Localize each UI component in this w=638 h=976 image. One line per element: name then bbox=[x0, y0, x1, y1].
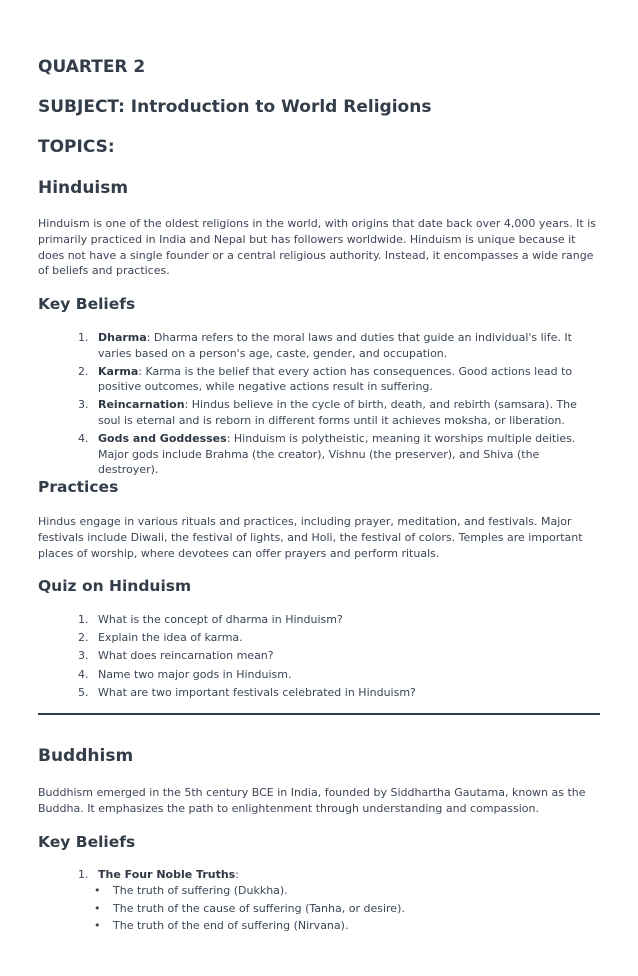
quiz-item bbox=[78, 667, 602, 683]
list-number: 3. bbox=[78, 398, 89, 412]
belief-text: : bbox=[235, 868, 239, 881]
quiz-item bbox=[78, 630, 602, 646]
list-item bbox=[78, 364, 602, 395]
list-number: 3. bbox=[78, 649, 89, 663]
belief-text: : Dharma refers to the moral laws and duties that guide an individual's life. It varies based on a person's age, caste, gender, and occupation. bbox=[98, 331, 572, 360]
buddhism-key-beliefs-heading: Key Beliefs bbox=[38, 833, 136, 851]
topics-heading: TOPICS: bbox=[38, 137, 115, 157]
quiz-item bbox=[78, 612, 602, 628]
bullet-icon: • bbox=[94, 901, 101, 915]
bullet-icon: • bbox=[94, 919, 101, 932]
belief-term: Karma bbox=[98, 364, 139, 378]
quarter-heading: QUARTER 2 bbox=[38, 57, 146, 77]
noble-truth-text: The truth of the end of suffering (Nirvana). bbox=[113, 919, 349, 932]
belief-text: : Karma is the belief that every action has consequences. Good actions lead to positive outcomes, while negative actions result in suffering. bbox=[98, 364, 573, 394]
quiz-item bbox=[78, 685, 602, 701]
list-item bbox=[78, 397, 602, 428]
belief-text: : Hindus believe in the cycle of birth, death, and rebirth (samsara). The soul is eternal and is reborn in different forms until it achieves moksha, or liberation. bbox=[98, 398, 577, 427]
belief-term: The Four Noble Truths bbox=[98, 868, 236, 881]
belief-term: Dharma bbox=[98, 331, 147, 344]
belief-term: Reincarnation bbox=[98, 398, 185, 412]
hinduism-heading: Hinduism bbox=[38, 178, 129, 198]
noble-truths-list bbox=[92, 883, 552, 936]
subject-heading: SUBJECT: Introduction to World Religions bbox=[38, 97, 432, 117]
noble-truth-text: The truth of the cause of suffering (Tanha, or desire). bbox=[113, 901, 405, 915]
quiz-question: Explain the idea of karma. bbox=[98, 631, 243, 645]
list-number: 2. bbox=[78, 631, 89, 645]
list-number: 1. bbox=[78, 613, 89, 626]
list-item bbox=[92, 883, 552, 899]
hinduism-practices-text: Hindus engage in various rituals and practices, including prayer, meditation, and festivals. Major festivals include Diwali, the festival of lights, and Holi, the festival of colors. Temples are important places of worship, where devotees can offer prayers and perform rituals. bbox=[38, 515, 583, 560]
quiz-question: Name two major gods in Hinduism. bbox=[98, 667, 292, 681]
list-number: 5. bbox=[78, 685, 89, 699]
list-item bbox=[92, 901, 552, 917]
list-number: 4. bbox=[78, 432, 89, 446]
list-item bbox=[78, 431, 602, 478]
section-divider bbox=[38, 713, 600, 715]
belief-term: Gods and Goddesses bbox=[98, 432, 227, 446]
hinduism-key-beliefs-heading: Key Beliefs bbox=[38, 295, 136, 313]
list-number: 4. bbox=[78, 667, 89, 681]
quiz-question: What is the concept of dharma in Hinduism? bbox=[98, 613, 343, 626]
quiz-question: What are two important festivals celebrated in Hinduism? bbox=[98, 685, 416, 699]
hinduism-practices-heading: Practices bbox=[38, 478, 119, 496]
quiz-question: What does reincarnation mean? bbox=[98, 649, 274, 663]
quiz-item bbox=[78, 648, 602, 664]
list-item bbox=[78, 867, 602, 883]
list-number: 1. bbox=[78, 868, 89, 881]
buddhism-key-beliefs-list bbox=[78, 867, 602, 883]
buddhism-intro: Buddhism emerged in the 5th century BCE in India, founded by Siddhartha Gautama, known as the Buddha. It emphasizes the path to enlightenment through understanding and compassion. bbox=[38, 786, 586, 815]
hinduism-quiz-heading: Quiz on Hinduism bbox=[38, 577, 192, 595]
list-item bbox=[78, 330, 602, 361]
hinduism-intro: Hinduism is one of the oldest religions in the world, with origins that date back over 4,000 years. It is primarily practiced in India and Nepal but has followers worldwide. Hinduism is unique because it does not have a single founder or a central religious authority. Instead, it encompasses a wide range of beliefs and practices. bbox=[38, 217, 596, 278]
noble-truth-text: The truth of suffering (Dukkha). bbox=[113, 884, 288, 897]
hinduism-quiz-list bbox=[78, 612, 602, 703]
hinduism-key-beliefs-list bbox=[78, 330, 602, 480]
buddhism-heading: Buddhism bbox=[38, 746, 134, 766]
belief-text: : Hinduism is polytheistic, meaning it worships multiple deities. Major gods include Brahma (the creator), Vishnu (the preserver), and Shiva (the destroyer). bbox=[98, 432, 576, 477]
list-number: 2. bbox=[78, 364, 89, 378]
list-number: 1. bbox=[78, 331, 89, 344]
bullet-icon: • bbox=[94, 884, 101, 897]
list-item bbox=[92, 918, 552, 934]
